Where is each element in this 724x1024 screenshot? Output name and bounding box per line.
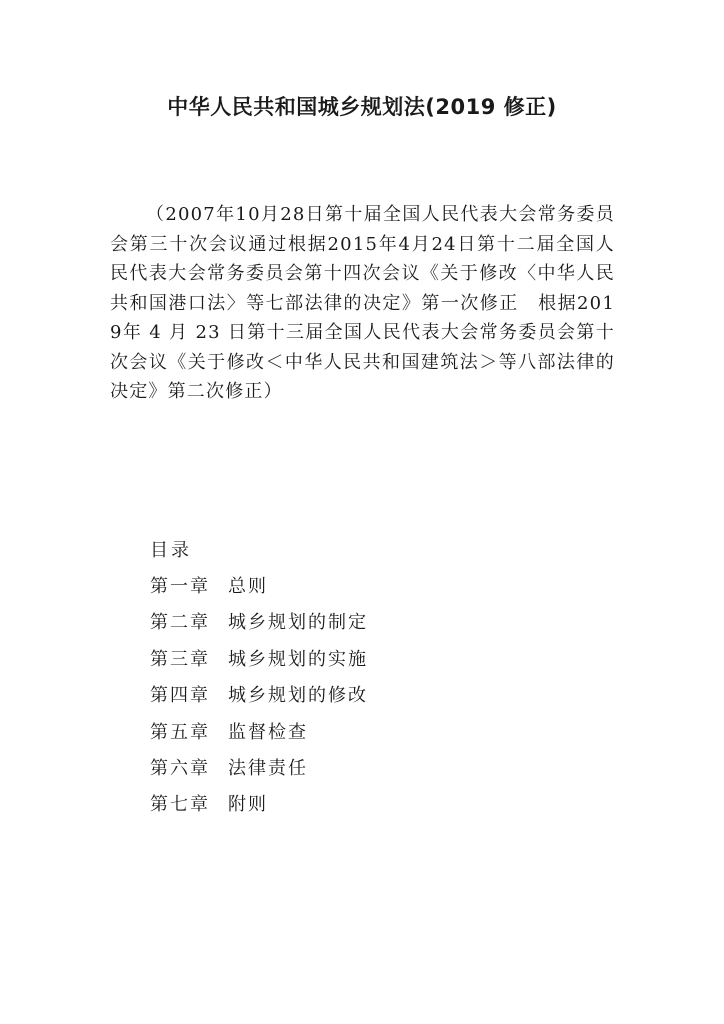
toc-item-chapter-5 (150, 718, 368, 754)
preamble-paragraph: （2007年10月28日第十届全国人民代表大会常务委员会第三十次会议通过根据2015年4月24日第十二届全国人民代表大会常务委员会第十四次会议《关于修改〈中华人民共和国港口法〉等七部法律的决定》第一次修正 根据2019年 4 月 23 日第十三届全国人民代表大会常务委员会第十次会议《关于修改＜中华人民共和国建筑法＞等八部法律的决定》第二次修正） (110, 204, 615, 402)
toc-chapter-name: 监督检查 (228, 721, 308, 743)
toc-item-chapter-4 (150, 681, 368, 717)
toc-chapter-name: 城乡规划的修改 (228, 685, 368, 707)
toc-chapter-name: 法律责任 (228, 757, 308, 779)
toc-item-chapter-3 (150, 645, 368, 681)
toc-chapter-number: 第七章 (150, 794, 210, 816)
toc-chapter-name: 附则 (228, 794, 268, 816)
document-title: 中华人民共和国城乡规划法(2019 修正) (167, 95, 557, 119)
toc-chapter-number: 第一章 (150, 576, 210, 597)
toc-item-chapter-7 (150, 790, 368, 826)
toc-chapter-number: 第二章 (150, 612, 210, 634)
toc-chapter-number: 第四章 (150, 685, 210, 707)
toc-item-chapter-2 (150, 608, 368, 644)
toc-chapter-number: 第五章 (150, 721, 210, 743)
toc-chapter-name: 城乡规划的制定 (228, 612, 368, 634)
toc-item-chapter-6 (150, 754, 368, 790)
table-of-contents (150, 536, 368, 827)
toc-chapter-name: 总则 (228, 576, 268, 597)
toc-chapter-number: 第六章 (150, 757, 210, 779)
toc-item-chapter-1 (150, 572, 368, 608)
toc-heading: 目录 (150, 540, 192, 561)
toc-chapter-name: 城乡规划的实施 (228, 648, 368, 670)
toc-chapter-number: 第三章 (150, 648, 210, 670)
